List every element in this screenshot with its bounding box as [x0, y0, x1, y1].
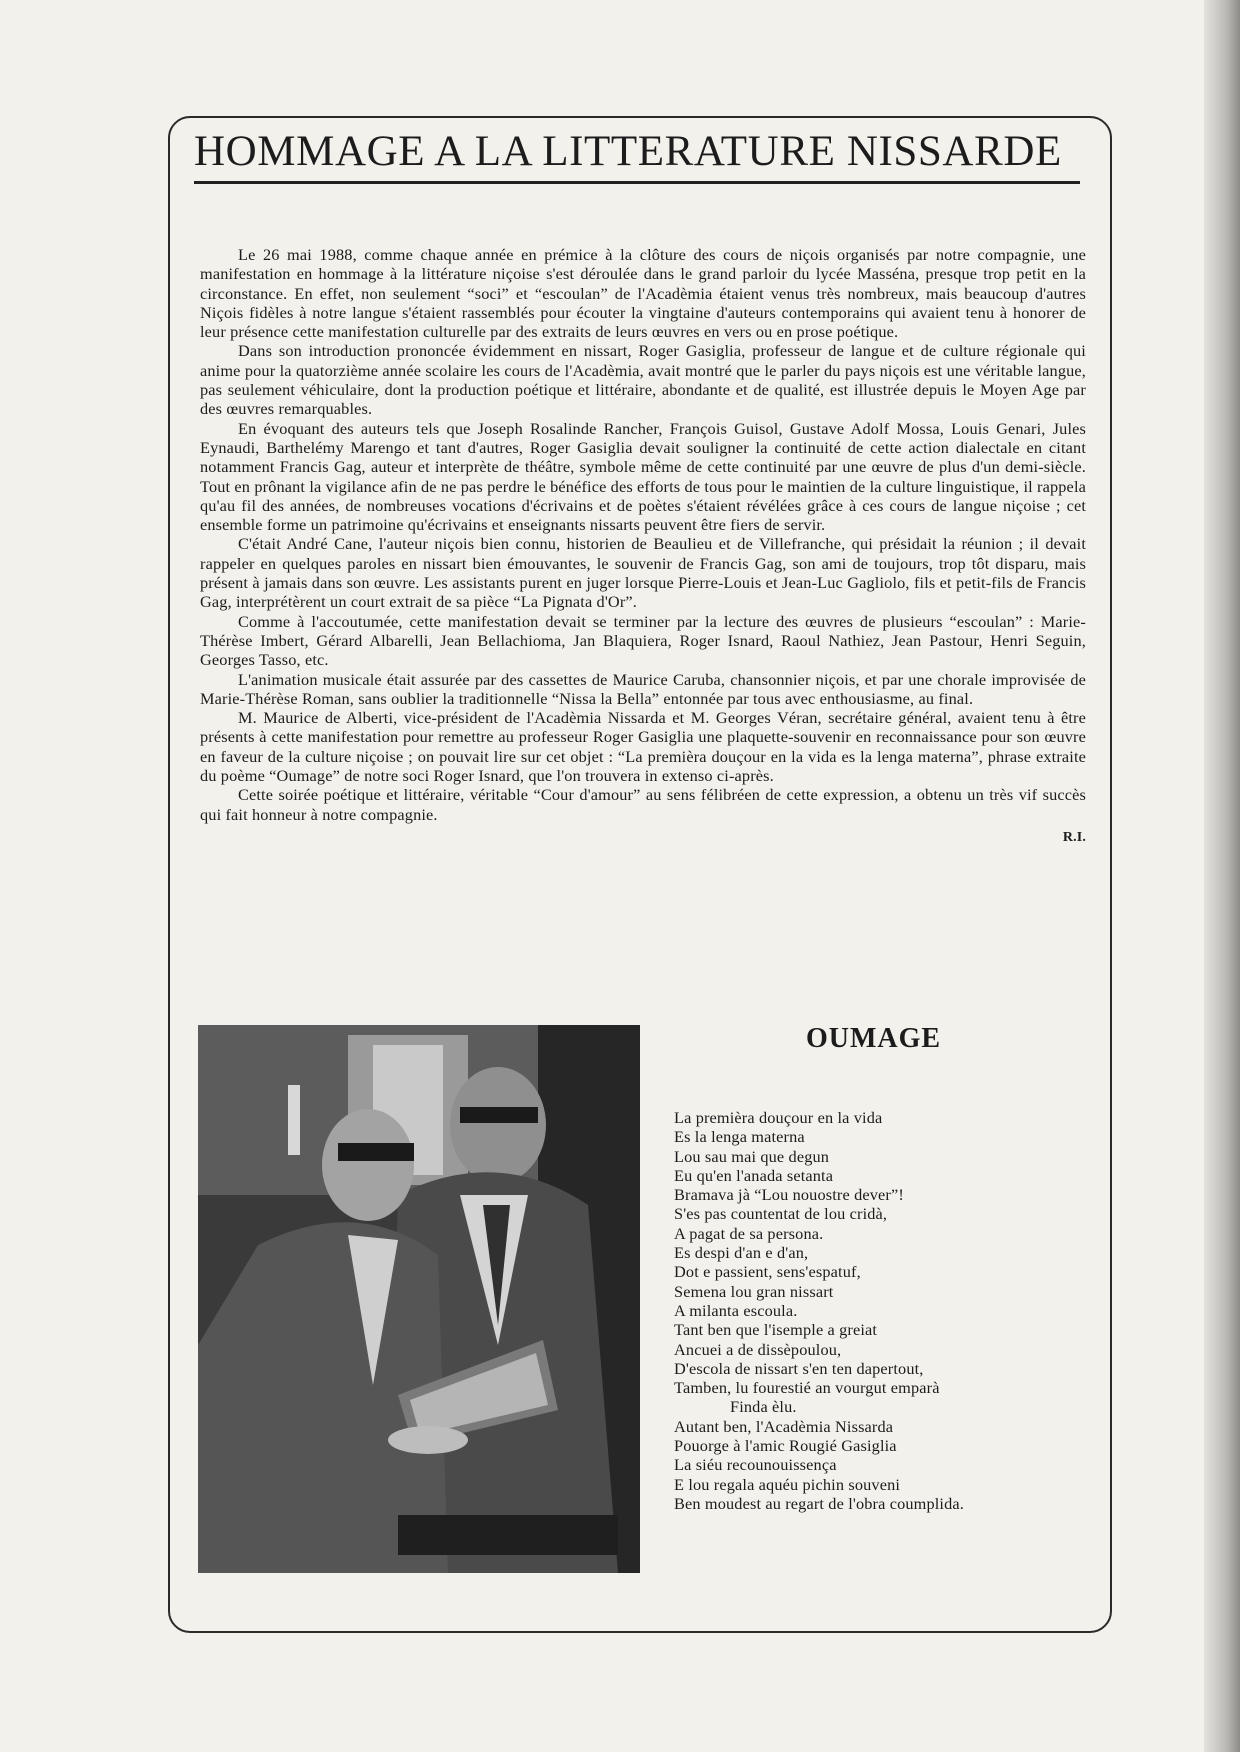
- poem-line: Ancuei a de dissèpoulou,: [674, 1339, 842, 1359]
- poem-line: Ben moudest au regart de l'obra coumplida.: [674, 1493, 964, 1513]
- article-signature: R.I.: [1062, 829, 1086, 845]
- poem-line: S'es pas countentat de lou cridà,: [674, 1204, 888, 1224]
- article-paragraph: L'animation musicale était assurée par des cassettes de Maurice Caruba, chansonnier niçois, et par une chorale improvisée de Marie-Thérèse Roman, sans oublier la traditionnelle “Nissa la Bella” entonnée par tous avec enthousiasme, au final.: [200, 669, 1086, 708]
- poem-line: A pagat de sa persona.: [674, 1223, 824, 1243]
- poem-line: Es la lenga materna: [674, 1127, 805, 1147]
- article-paragraph: M. Maurice de Alberti, vice-président de l'Acadèmia Nissarda et M. Georges Véran, secrétaire général, avaient tenu à être présents à cette manifestation pour remettre au professeur Roger Gasiglia une plaquette-souvenir en reconnaissance pour son œuvre en faveur de la culture niçoise ; on pouvait lire sur cet objet : “La premièra douçour en la vida es la lenga materna”, phrase extraite du poème “Oumage” de notre soci Roger Isnard, que l'on trouvera in extenso ci-après.: [200, 708, 1086, 786]
- poem-line: Eu qu'en l'anada setanta: [674, 1165, 834, 1185]
- poem-line: Bramava jà “Lou nouostre dever”!: [674, 1185, 904, 1205]
- poem-line: La siéu recounouissença: [674, 1455, 837, 1475]
- page-title: HOMMAGE A LA LITTERATURE NISSARDE: [194, 128, 1062, 175]
- poem-line: La premièra douçour en la vida: [674, 1108, 883, 1127]
- poem-line: Tant ben que l'isemple a greiat: [674, 1320, 878, 1340]
- article-paragraph: En évoquant des auteurs tels que Joseph Rosalinde Rancher, François Guisol, Gustave Adolf Mossa, Louis Genari, Jules Eynaudi, Barthelémy Marengo et tant d'autres, Roger Gasiglia devait souligner la continuité de cette action dialectale en citant notamment Francis Gag, auteur et interprète de théâtre, symbole même de cette continuité par une œuvre de plus d'un demi-siècle. Tout en prônant la vigilance afin de ne pas perdre le bénéfice des efforts de tous pour le maintien de la culture linguistique, il rappela qu'au fil des années, de nombreuses vocations d'écrivains et de poètes s'étaient révélées grâce à ces cours de langue niçoise ; cet ensemble forme un patrimoine qu'écrivains et enseignants nissarts peuvent être fiers de servir.: [200, 418, 1086, 535]
- photograph: [198, 1025, 640, 1573]
- poem-line: Autant ben, l'Acadèmia Nissarda: [674, 1416, 894, 1436]
- article-paragraph: Le 26 mai 1988, comme chaque année en prémice à la clôture des cours de niçois organisés par notre compagnie, une manifestation en hommage à la littérature niçoise s'est déroulée dans le grand parloir du lycée Masséna, presque trop petit en la circonstance. En effet, non seulement “soci” et “escoulan” de l'Acadèmia étaient venus très nombreux, mais beaucoup d'autres Niçois fidèles à notre langue s'étaient rassemblés pour écouter la vingtaine d'auteurs contemporains qui avaient tenu à honorer de leur présence cette manifestation culturelle par des extraits de leurs œuvres en vers ou en prose poétique.: [200, 245, 1086, 342]
- article-paragraph: Comme à l'accoutumée, cette manifestation devait se terminer par la lecture des œuvres de plusieurs “escoulan” : Marie-Thérèse Imbert, Gérard Albarelli, Jean Bellachioma, Jan Blaquiera, Roger Isnard, Raoul Nathiez, Jean Pastour, Henri Seguin, Georges Tasso, etc.: [200, 611, 1086, 670]
- title-underline: [194, 181, 1080, 184]
- poem-line: Finda èlu.: [730, 1397, 797, 1417]
- poem-line: Es despi d'an e d'an,: [674, 1243, 809, 1263]
- poem-line: E lou regala aquéu pichin souveni: [674, 1474, 901, 1494]
- poem-body: [674, 1108, 1074, 1513]
- article-paragraph: Dans son introduction prononcée évidemment en nissart, Roger Gasiglia, professeur de langue et de culture régionale qui anime pour la quatorzième année scolaire les cours de l'Acadèmia, avait montré que le parler du pays niçois est une véritable langue, pas seulement véhiculaire, dont la production poétique et littéraire, abondante et de qualité, est illustrée depuis le Moyen Age par des œuvres remarquables.: [200, 341, 1086, 419]
- poem-line: A milanta escoula.: [674, 1300, 798, 1320]
- poem-line: Lou sau mai que degun: [674, 1146, 830, 1166]
- page-edge-shadow: [1204, 0, 1240, 1752]
- poem-line: Pouorge à l'amic Rougié Gasiglia: [674, 1436, 897, 1456]
- photograph-illustration: [198, 1025, 640, 1573]
- poem-line: D'escola de nissart s'en ten dapertout,: [674, 1358, 924, 1378]
- poem-line: Semena lou gran nissart: [674, 1281, 834, 1301]
- poem-line: Dot e passient, sens'espatuf,: [674, 1262, 861, 1282]
- article-body: [200, 245, 1086, 847]
- article-paragraph: Cette soirée poétique et littéraire, véritable “Cour d'amour” au sens félibréen de cette expression, a obtenu un très vif succès qui fait honneur à notre compagnie.: [200, 785, 1086, 824]
- poem-line: Tamben, lu fourestié an vourgut emparà: [674, 1378, 940, 1398]
- article-paragraph: C'était André Cane, l'auteur niçois bien connu, historien de Beaulieu et de Villefranche, qui présidait la réunion ; il devait rappeler en quelques paroles en nissart bien émouvantes, le souvenir de Francis Gag, son ami de toujours, trop tôt disparu, mais présent à jamais dans son œuvre. Les assistants purent en juger lorsque Pierre-Louis et Jean-Luc Gagliolo, fils et petit-fils de Francis Gag, interprétèrent un court extrait de sa pièce “La Pignata d'Or”.: [200, 534, 1086, 612]
- poem-title: OUMAGE: [806, 1023, 942, 1054]
